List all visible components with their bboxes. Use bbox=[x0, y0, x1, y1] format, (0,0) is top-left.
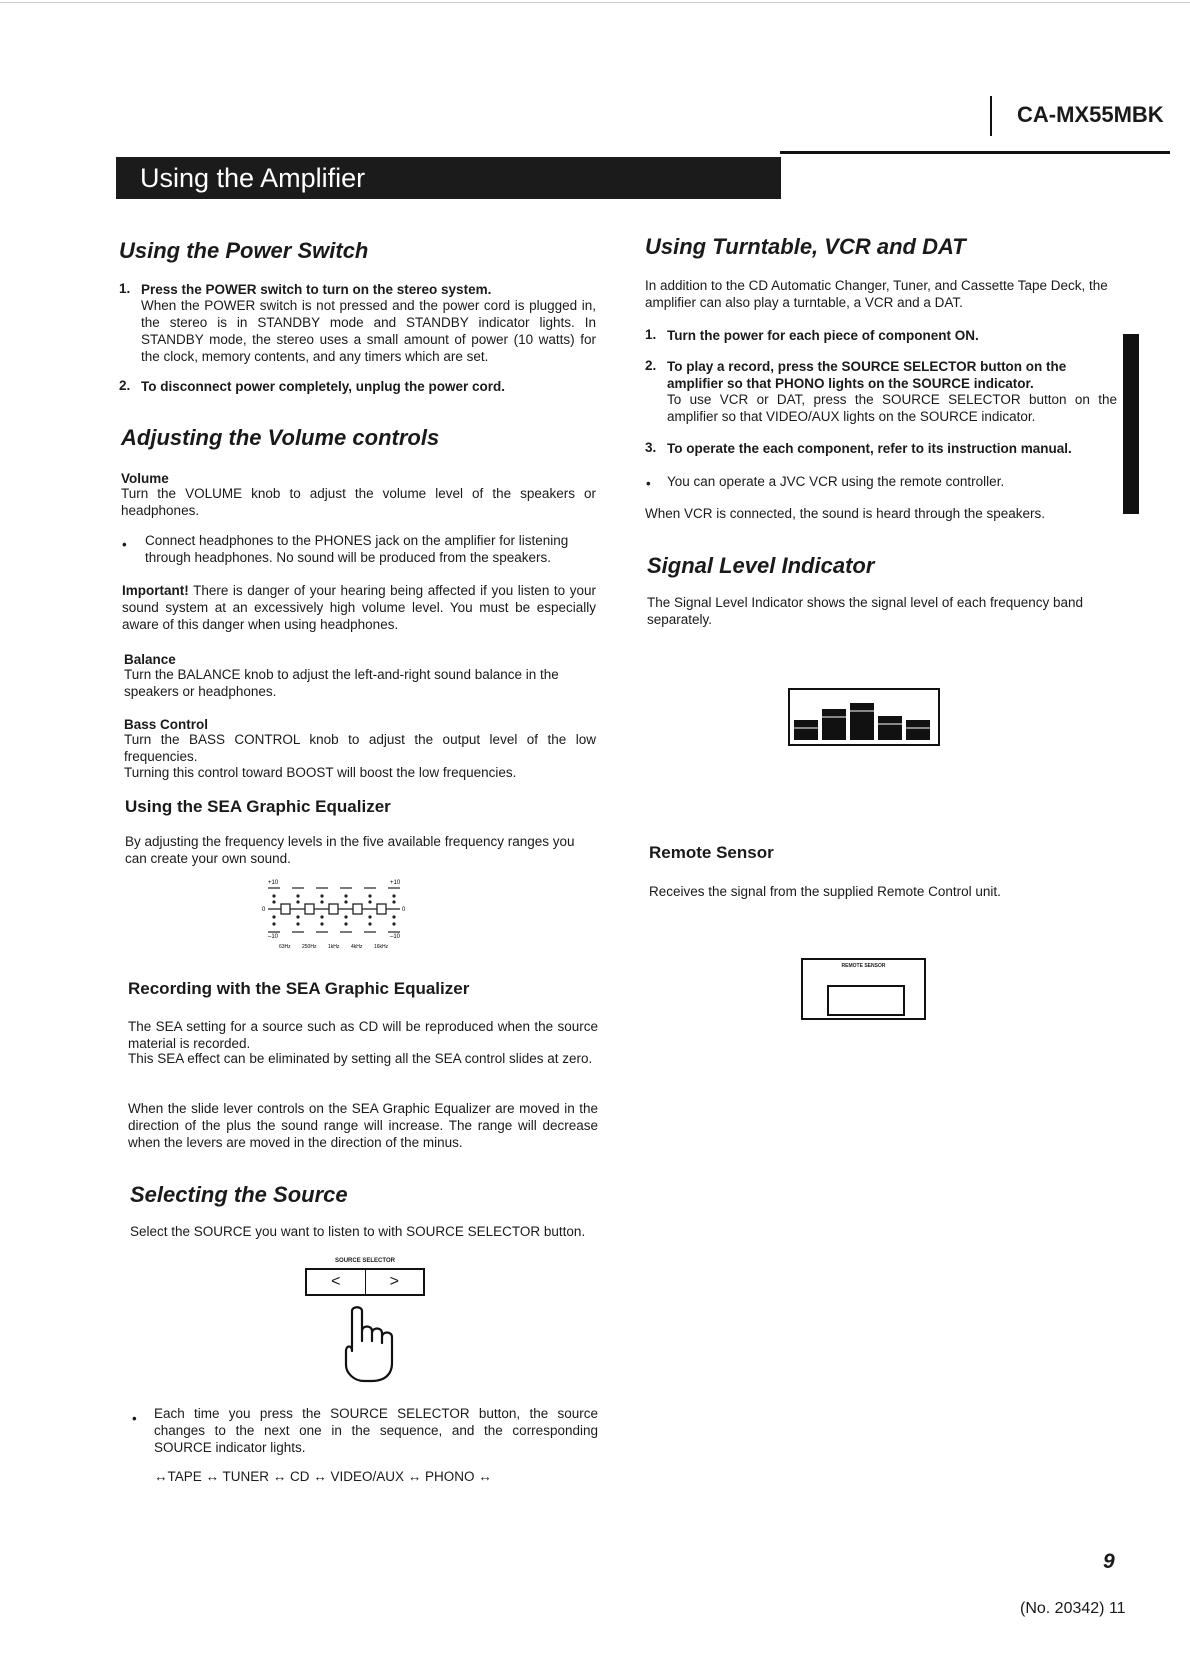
important-note bbox=[122, 582, 596, 633]
eq-scale-bottom-right: –10 bbox=[390, 934, 401, 940]
remote-sensor-heading: Remote Sensor bbox=[649, 843, 774, 862]
eq-scale-bottom-left: –10 bbox=[268, 934, 279, 940]
volume-heading: Adjusting the Volume controls bbox=[121, 425, 440, 450]
eq-slider-1khz bbox=[329, 904, 338, 914]
recording-heading: Recording with the SEA Graphic Equalizer bbox=[128, 979, 470, 998]
source-selector-button bbox=[305, 1268, 425, 1296]
eq-slider-4khz bbox=[353, 904, 362, 914]
select-source-text: Select the SOURCE you want to listen to with SOURCE SELECTOR button. bbox=[130, 1224, 586, 1239]
select-source-heading: Selecting the Source bbox=[130, 1182, 348, 1207]
source-selector-label: SOURCE SELECTOR bbox=[335, 1258, 395, 1264]
page-title-banner: Using the Amplifier bbox=[116, 157, 781, 199]
turntable-heading: Using Turntable, VCR and DAT bbox=[645, 234, 966, 259]
eq-band-63hz: 63Hz bbox=[279, 944, 291, 950]
eq-slider-250hz bbox=[305, 904, 314, 914]
bass-text-2: Turning this control toward BOOST will boost the low frequencies. bbox=[124, 765, 517, 780]
signal-level-indicator-diagram bbox=[788, 688, 942, 748]
pointing-hand-icon bbox=[340, 1305, 414, 1385]
turntable-intro: In addition to the CD Automatic Changer, Tuner, and Cassette Tape Deck, the amplifier can also play a turntable, a VCR and a DAT. bbox=[645, 278, 1108, 310]
jvc-vcr-text: You can operate a JVC VCR using the remote controller. bbox=[667, 474, 1005, 489]
page-number: 9 bbox=[1103, 1550, 1115, 1573]
turntable-step2-title: To play a record, press the SOURCE SELECTOR button on the amplifier so that PHONO lights on the SOURCE indicator. bbox=[667, 359, 1067, 391]
sea-heading: Using the SEA Graphic Equalizer bbox=[125, 797, 391, 816]
important-text: There is danger of your hearing being affected if you listen to your sound system at an excessively high volume level. You must be especially aware of this danger when using headphones. bbox=[122, 583, 596, 632]
eq-band-4khz: 4kHz bbox=[351, 944, 363, 950]
eq-slider-16khz bbox=[377, 904, 386, 914]
signal-level-bar-5 bbox=[906, 720, 930, 740]
eq-scale-mid-right: 0 bbox=[402, 907, 406, 913]
source-right-arrow: > bbox=[389, 1273, 399, 1290]
remote-sensor-window bbox=[827, 985, 905, 1016]
bass-text: Turn the BASS CONTROL knob to adjust the output level of the low frequencies. bbox=[124, 732, 596, 764]
remote-sensor-text: Receives the signal from the supplied Remote Control unit. bbox=[649, 884, 1001, 899]
remote-sensor-diagram bbox=[801, 958, 926, 1020]
sea-equalizer-diagram bbox=[262, 876, 412, 952]
signal-level-bar-1 bbox=[794, 720, 818, 740]
turntable-step3-number: 3. bbox=[645, 440, 657, 455]
header-rule bbox=[780, 151, 1170, 154]
jvc-bullet: • bbox=[646, 476, 651, 491]
turntable-step2-text: To use VCR or DAT, press the SOURCE SELECTOR button on the amplifier so that VIDEO/AUX lights on the SOURCE indicator. bbox=[667, 392, 1117, 424]
eq-band-1khz: 1kHz bbox=[328, 944, 340, 950]
each-time-bullet: • bbox=[132, 1411, 137, 1426]
signal-level-bar-3 bbox=[850, 703, 874, 740]
source-sequence: ↔TAPE ↔ TUNER ↔ CD ↔ VIDEO/AUX ↔ PHONO ↔ bbox=[154, 1469, 492, 1484]
document-number: (No. 20342) 11 bbox=[1020, 1600, 1126, 1617]
eq-band-250hz: 250Hz bbox=[302, 944, 317, 950]
signal-level-bar-2 bbox=[822, 709, 846, 740]
eq-slider-63hz bbox=[281, 904, 290, 914]
power-step2-number: 2. bbox=[119, 378, 131, 393]
recording-text-3: When the slide lever controls on the SEA Graphic Equalizer are moved in the direction of the plus the sound range will increase. The range will decrease when the levers are moved in the direction of the minus. bbox=[128, 1101, 598, 1150]
model-divider bbox=[990, 96, 992, 136]
power-step2-text: To disconnect power completely, unplug the power cord. bbox=[141, 379, 506, 394]
eq-scale-top-left: +10 bbox=[268, 880, 279, 886]
important-label: Important! bbox=[122, 583, 189, 598]
power-switch-heading: Using the Power Switch bbox=[119, 238, 369, 263]
power-step1-title: Press the POWER switch to turn on the stereo system. bbox=[141, 282, 492, 297]
eq-band-16khz: 16kHz bbox=[374, 944, 389, 950]
top-edge-line bbox=[0, 2, 1190, 3]
volume-label: Volume bbox=[121, 471, 169, 486]
vcr-sound-text: When VCR is connected, the sound is heard through the speakers. bbox=[645, 506, 1045, 521]
turntable-step1-number: 1. bbox=[645, 327, 657, 342]
bass-label: Bass Control bbox=[124, 717, 209, 732]
each-time-text: Each time you press the SOURCE SELECTOR button, the source changes to the next one in the sequence, and the corresponding SOURCE indicator lights. bbox=[154, 1406, 598, 1455]
remote-sensor-label: REMOTE SENSOR bbox=[841, 963, 886, 969]
balance-label: Balance bbox=[124, 652, 176, 667]
balance-text: Turn the BALANCE knob to adjust the left-and-right sound balance in the speakers or headphones. bbox=[124, 667, 559, 699]
phones-text: Connect headphones to the PHONES jack on the amplifier for listening through headphones. No sound will be produced from the speakers. bbox=[145, 533, 569, 565]
recording-text-2: This SEA effect can be eliminated by setting all the SEA control slides at zero. bbox=[128, 1051, 593, 1066]
power-step1-text: When the POWER switch is not pressed and the power cord is plugged in, the stereo is in STANDBY mode and STANDBY indicator lights. In STANDBY mode, the stereo uses a small amount of power (10 watts) for the clock, memory contents, and any timers which are set. bbox=[141, 298, 596, 364]
sea-text: By adjusting the frequency levels in the five available frequency ranges you can create your own sound. bbox=[125, 834, 575, 866]
eq-scale-top-right: +10 bbox=[390, 880, 401, 886]
eq-scale-mid-left: 0 bbox=[262, 907, 266, 913]
power-step1-number: 1. bbox=[119, 281, 131, 296]
source-left-arrow: < bbox=[307, 1270, 366, 1294]
signal-level-text: The Signal Level Indicator shows the signal level of each frequency band separately. bbox=[647, 595, 1084, 627]
volume-text: Turn the VOLUME knob to adjust the volume level of the speakers or headphones. bbox=[121, 486, 596, 518]
turntable-step2-number: 2. bbox=[645, 358, 657, 373]
signal-level-heading: Signal Level Indicator bbox=[647, 553, 875, 578]
turntable-step1-text: Turn the power for each piece of component ON. bbox=[667, 328, 979, 343]
signal-level-bar-4 bbox=[878, 716, 902, 740]
model-number: CA-MX55MBK bbox=[1017, 102, 1164, 127]
turntable-step3-text: To operate the each component, refer to its instruction manual. bbox=[667, 441, 1072, 456]
phones-bullet: • bbox=[122, 537, 127, 552]
recording-text-1: The SEA setting for a source such as CD will be reproduced when the source material is recorded. bbox=[128, 1019, 598, 1051]
section-edge-tab bbox=[1123, 334, 1139, 514]
